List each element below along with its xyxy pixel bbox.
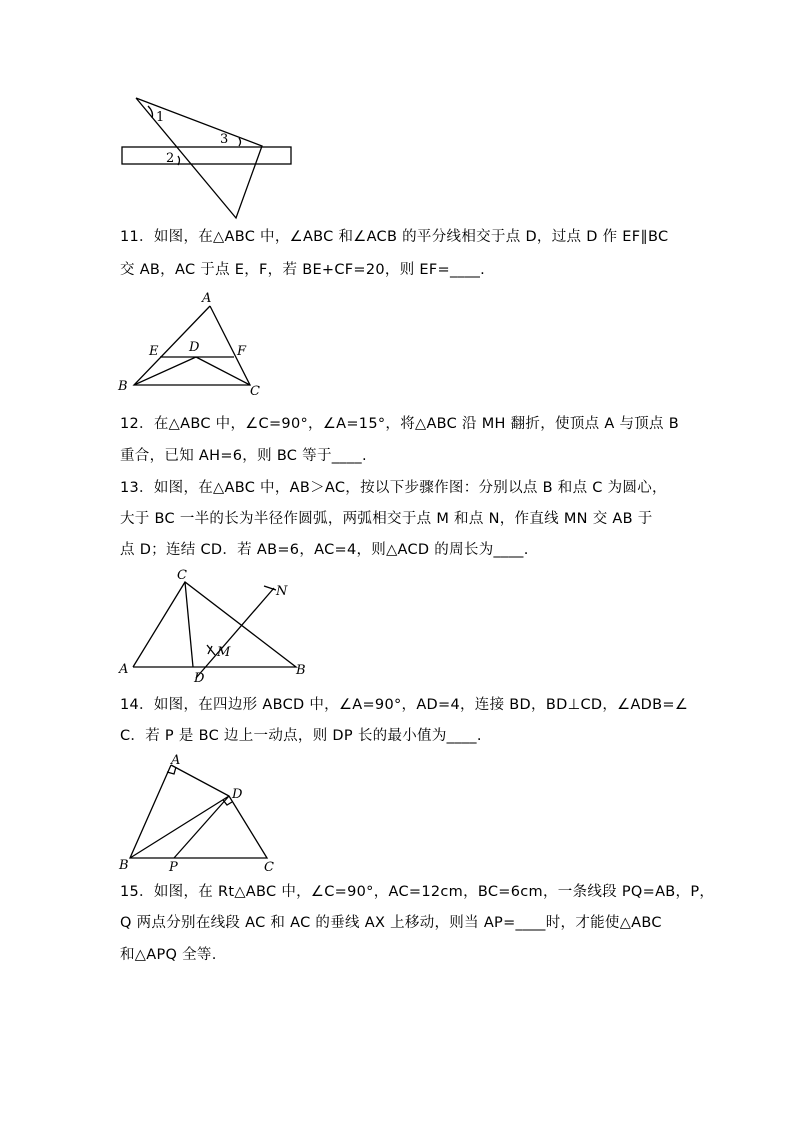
label-b: B: [119, 858, 129, 873]
label-d: D: [189, 340, 200, 355]
label-d: D: [232, 787, 243, 802]
triangle-shape: [136, 98, 262, 218]
q11-line2: 交 AB，AC 于点 E，F，若 BE+CF=20，则 EF=____.: [120, 262, 486, 278]
label-c: C: [177, 568, 187, 583]
label-m: M: [217, 645, 231, 660]
label-d: D: [194, 671, 205, 686]
label-c: C: [250, 384, 260, 399]
q14-line1: 14．如图，在四边形 ABCD 中，∠A=90°，AD=4，连接 BD，BD⊥CD，∠ADB=∠: [120, 697, 689, 713]
label-b: B: [118, 379, 128, 394]
label-n: N: [276, 584, 288, 599]
figure-q11: [116, 289, 276, 399]
q15-line3: 和△APQ 全等.: [120, 947, 217, 963]
q15-line1: 15．如图，在 Rt△ABC 中，∠C=90°，AC=12cm，BC=6cm，一条线段 PQ=AB，P，: [120, 884, 715, 900]
segment-dp: [174, 796, 229, 858]
q13-line1: 13．如图，在△ABC 中，AB＞AC，按以下步骤作图：分别以点 B 和点 C 为圆心，: [120, 480, 667, 496]
arc-mark-n: [264, 586, 276, 590]
q13-line3: 点 D；连结 CD．若 AB=6，AC=4，则△ACD 的周长为____.: [120, 542, 529, 558]
figure-q13: [116, 566, 316, 684]
label-b: B: [296, 663, 306, 678]
q15-line2: Q 两点分别在线段 AC 和 AC 的垂线 AX 上移动，则当 AP=____时，才能使△ABC: [120, 915, 662, 931]
q12-line1: 12．在△ABC 中，∠C=90°，∠A=15°，将△ABC 沿 MH 翻折，使顶点 A 与顶点 B: [120, 416, 680, 432]
q13-line2: 大于 BC 一半的长为半径作圆弧，两弧相交于点 M 和点 N，作直线 MN 交 AB 于: [120, 511, 653, 527]
figure-q14: [116, 753, 286, 875]
ruler-strip: [122, 147, 291, 164]
q11-line1: 11．如图，在△ABC 中，∠ABC 和∠ACB 的平分线相交于点 D，过点 D 作 EF∥BC: [120, 229, 669, 245]
label-f: F: [237, 344, 247, 359]
label-a: A: [171, 753, 181, 768]
angle-arc-2: [178, 156, 180, 165]
right-angle-mark-d: [223, 800, 232, 805]
label-c: C: [264, 860, 274, 875]
segment-bd: [130, 796, 229, 858]
line-mn: [196, 588, 274, 678]
arc-mark-m: [207, 645, 215, 655]
angle-label-1: 1: [156, 110, 165, 125]
figure-q10: [118, 92, 298, 224]
label-a: A: [119, 662, 129, 677]
angle-arc-1: [148, 106, 153, 118]
q14-line2: C．若 P 是 BC 边上一动点，则 DP 长的最小值为____.: [120, 728, 482, 744]
quadrilateral-abcd: [130, 765, 267, 858]
segment-cd: [196, 357, 250, 385]
q12-line2: 重合，已知 AH=6，则 BC 等于____.: [120, 448, 367, 464]
label-e: E: [149, 344, 159, 359]
angle-arc-3: [239, 138, 241, 146]
label-p: P: [169, 860, 178, 875]
angle-label-2: 2: [166, 151, 175, 166]
segment-bd: [134, 357, 196, 385]
label-a: A: [202, 291, 212, 306]
segment-cd: [185, 582, 193, 667]
angle-label-3: 3: [220, 132, 229, 147]
